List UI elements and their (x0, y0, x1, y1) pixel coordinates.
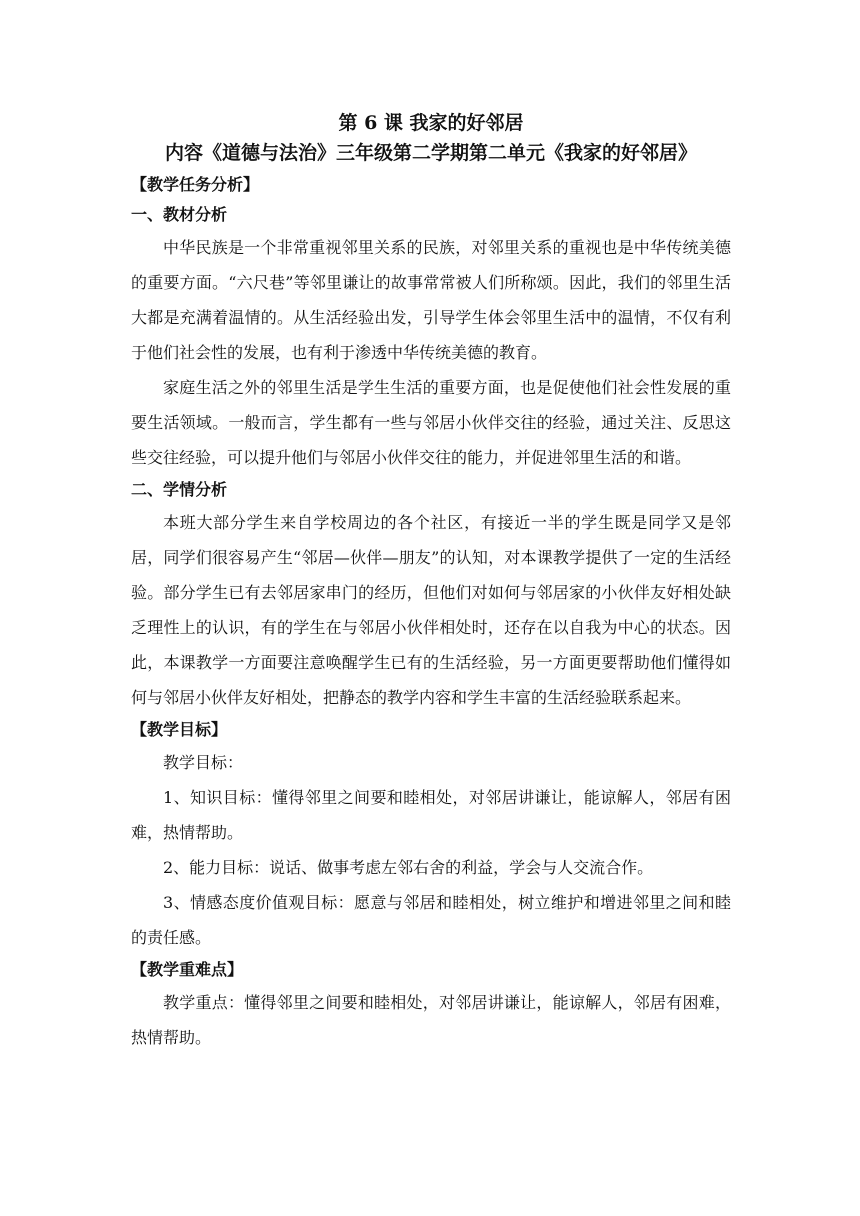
student-analysis-paragraph: 本班大部分学生来自学校周边的各个社区，有接近一半的学生既是同学又是邻居，同学们很容易产生“邻居—伙伴—朋友”的认知，对本课教学提供了一定的生活经验。部分学生已有去邻居家串门的经历，但他们对如何与邻居家的小伙伴友好相处缺乏理性上的认识，有的学生在与邻居小伙伴相处时，还存在以自我为中心的状态。因此，本课教学一方面要注意唤醒学生已有的生活经验，另一方面更要帮助他们懂得如何与邻居小伙伴友好相处，把静态的教学内容和学生丰富的生活经验联系起来。 (131, 513, 731, 707)
student-analysis-heading: 二、学情分析 (131, 480, 228, 499)
goal-item-knowledge: 1、知识目标：懂得邻里之间要和睦相处，对邻居讲谦让，能谅解人，邻居有困难，热情帮助。 (131, 788, 731, 842)
goal-item-emotion: 3、情感态度价值观目标：愿意与邻居和睦相处，树立维护和增进邻里之间和睦的责任感。 (131, 893, 731, 947)
textbook-analysis-paragraph-2: 家庭生活之外的邻里生活是学生生活的重要方面，也是促使他们社会性发展的重要生活领域。一般而言，学生都有一些与邻居小伙伴交往的经验，通过关注、反思这些交往经验，可以提升他们与邻居小伙伴交往的能力，并促进邻里生活的和谐。 (131, 378, 731, 467)
teaching-goals-heading: 【教学目标】 (131, 720, 228, 739)
lesson-subtitle: 内容《道德与法治》三年级第二学期第二单元《我家的好邻居》 (164, 142, 697, 164)
document-body (131, 110, 731, 1055)
teaching-goals-intro: 教学目标： (163, 753, 244, 772)
task-analysis-heading: 【教学任务分析】 (131, 175, 260, 194)
textbook-analysis-paragraph-1: 中华民族是一个非常重视邻里关系的民族，对邻里关系的重视也是中华传统美德的重要方面。“六尺巷”等邻里谦让的故事常常被人们所称颂。因此，我们的邻里生活大都是充满着温情的。从生活经验出发，引导学生体会邻里生活中的温情，不仅有利于他们社会性的发展，也有利于渗透中华传统美德的教育。 (131, 238, 731, 362)
textbook-analysis-heading: 一、教材分析 (131, 205, 228, 224)
key-points-heading: 【教学重难点】 (131, 960, 244, 979)
goal-item-ability: 2、能力目标：说话、做事考虑左邻右舍的利益，学会与人交流合作。 (163, 858, 654, 877)
lesson-title: 第 6 课 我家的好邻居 (338, 112, 524, 134)
teaching-focus-paragraph: 教学重点：懂得邻里之间要和睦相处，对邻居讲谦让，能谅解人，邻居有困难，热情帮助。 (131, 993, 731, 1047)
